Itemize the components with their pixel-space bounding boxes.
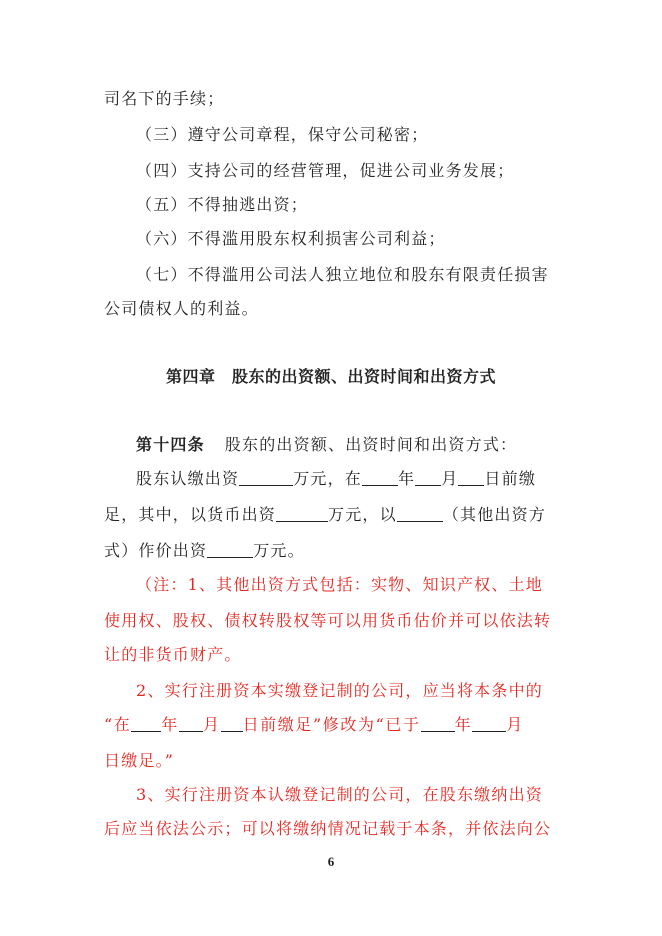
text-segment: 年 xyxy=(398,469,416,488)
note-line: 后应当依法公示；可以将缴纳情况记载于本条，并依法向公 xyxy=(104,819,552,838)
blank-cash-amount[interactable] xyxy=(276,505,328,522)
article-line xyxy=(136,434,560,456)
body-line-2 xyxy=(104,504,560,526)
article-title: 股东的出资额、出资时间和出资方式： xyxy=(224,435,518,454)
blank-year[interactable] xyxy=(421,715,455,732)
note-line: 让的非货币财产。 xyxy=(104,645,242,664)
article-number: 第十四条 xyxy=(136,435,205,454)
body-line-1 xyxy=(136,468,560,490)
text-segment: 月 xyxy=(441,469,459,488)
text-segment: 年 xyxy=(454,715,473,734)
blank-amount[interactable] xyxy=(239,469,293,486)
text-segment: 日前缴 xyxy=(484,469,537,488)
blank-month[interactable] xyxy=(472,715,506,732)
text-segment: （其他出资方 xyxy=(442,505,547,524)
blank-day[interactable] xyxy=(221,715,243,732)
list-item: （四）支持公司的经营管理，促进公司业务发展； xyxy=(136,161,515,180)
body-line-3 xyxy=(104,540,560,562)
blank-other-amount[interactable] xyxy=(207,541,253,558)
note-line: 3、实行注册资本认缴登记制的公司，在股东缴纳出资 xyxy=(136,785,543,804)
text-segment: 日前缴足”修改为“已于 xyxy=(242,715,421,734)
text-segment: 万元，以 xyxy=(328,505,397,524)
text-segment: 万元。 xyxy=(253,541,305,560)
text-segment: 年 xyxy=(161,715,179,734)
blank-year[interactable] xyxy=(362,469,398,486)
text-segment: “在 xyxy=(104,715,132,734)
blank-month[interactable] xyxy=(415,469,441,486)
text-segment: 月 xyxy=(506,715,524,734)
text-segment: 足，其中，以货币出资 xyxy=(104,505,277,524)
note-line-2 xyxy=(104,714,560,736)
note-line: 日缴足。” xyxy=(104,751,175,770)
text-segment: 月 xyxy=(203,715,221,734)
page-number: 6 xyxy=(327,854,335,869)
list-item: （五）不得抽逃出资； xyxy=(136,195,309,214)
text-segment: 股东认缴出资 xyxy=(136,469,240,488)
text-segment: 万元，在 xyxy=(293,469,363,488)
blank-month[interactable] xyxy=(179,715,203,732)
list-item: （七）不得滥用公司法人独立地位和股东有限责任损害 xyxy=(136,265,549,284)
blank-other-method[interactable] xyxy=(397,505,443,522)
note-line: 使用权、股权、债权转股权等可以用货币估价并可以依法转 xyxy=(104,611,552,630)
note-line: （注：1、其他出资方式包括：实物、知识产权、土地 xyxy=(136,575,543,594)
blank-day[interactable] xyxy=(458,469,484,486)
note-line: 2、实行注册资本实缴登记制的公司，应当将本条中的 xyxy=(136,681,543,700)
chapter-heading: 第四章 股东的出资额、出资时间和出资方式 xyxy=(165,367,496,386)
list-item: （六）不得滥用股东权利损害公司利益； xyxy=(136,229,446,248)
text-segment: 式）作价出资 xyxy=(104,541,208,560)
list-item: （三）遵守公司章程，保守公司秘密； xyxy=(136,125,429,144)
blank-year[interactable] xyxy=(131,715,161,732)
text-line: 司名下的手续； xyxy=(104,89,225,108)
text-line: 公司债权人的利益。 xyxy=(104,299,259,318)
